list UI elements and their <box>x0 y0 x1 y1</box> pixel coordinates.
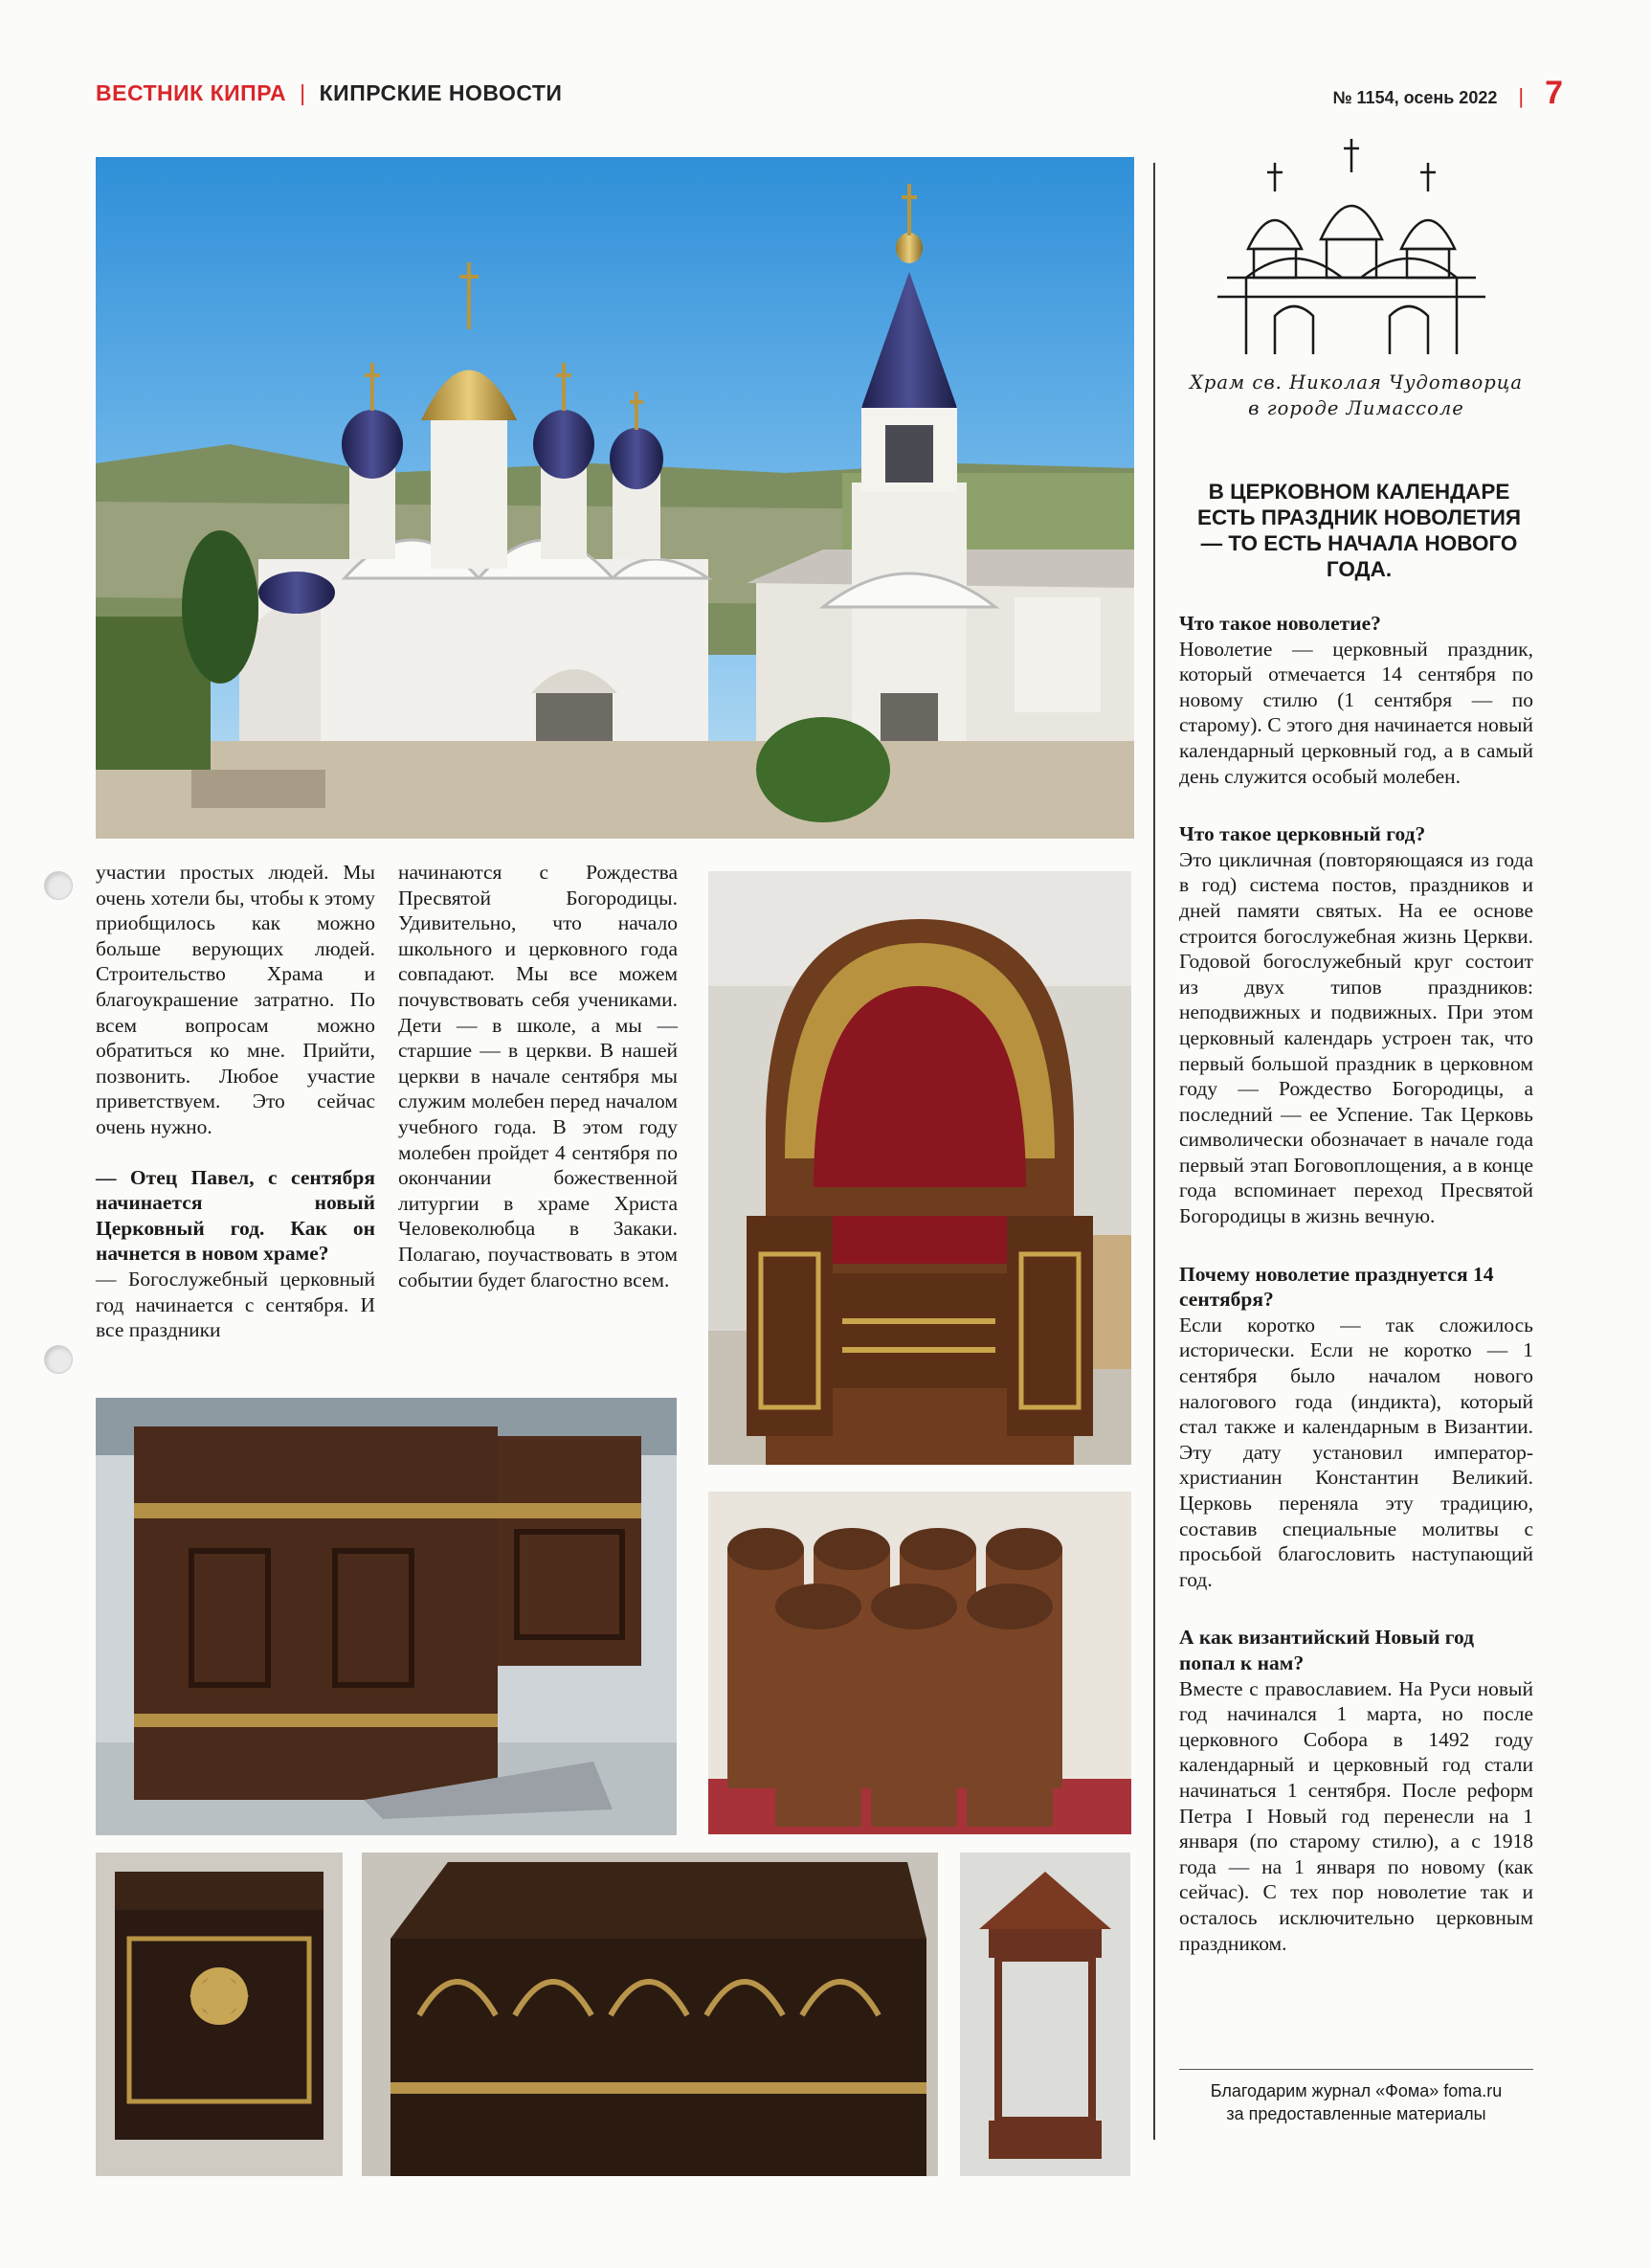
column-divider <box>1153 163 1155 2140</box>
punch-hole <box>44 871 73 900</box>
caption-line: Храм св. Николая Чудотворца <box>1190 371 1523 393</box>
issue-number: № 1154, осень 2022 <box>1332 88 1498 107</box>
masthead <box>96 80 562 106</box>
faq-answer: Если коротко — так сложилось исторически. Если не коротко — 1 сентября было началом нового налогового года (индикта), который стал также и календарным в Византии. Эту дату установил император-христианин Константин Великий. Церковь переняла эту традицию, составив специальные молитвы с просьбой благословить наступающий год. <box>1179 1313 1533 1591</box>
faq-answer: Новолетие — церковный праздник, который отмечается 14 сентября по новому стилю (1 сентября — по старому). С этого дня начинается новый календарный церковный год, а в самый день служится особый молебен. <box>1179 637 1533 788</box>
caption-line: в городе Лимассоле <box>1248 397 1464 419</box>
acknowledgement-line: Благодарим журнал «Фома» foma.ru <box>1210 2081 1503 2100</box>
cathedral-photo <box>96 157 1134 839</box>
faq-answer: Вместе с православием. На Руси новый год начинался 1 марта, но после церковного Собора в 1492 году календарный и церковный год стали начинаться 1 сентября. После реформ Петра I Новый год перенесли на 1 января (по старому стилю), а с 1918 года — на 1 января по новому (как сейчас). С тех пор новолетие так и осталось исключительно церковным праздником. <box>1179 1676 1533 1955</box>
faq-block <box>1179 611 1533 1956</box>
article-column-middle <box>398 860 678 1292</box>
punch-hole <box>44 1345 73 1374</box>
acknowledgement <box>1179 2079 1533 2125</box>
article-paragraph: — Богослужебный церковный год начинается с сентября. И все праздники <box>96 1267 375 1342</box>
carved-altar-photo <box>96 1398 677 1835</box>
masthead-separator: | <box>300 80 306 105</box>
kiot-stand-photo <box>960 1853 1130 2176</box>
sidebar-headline: В ЦЕРКОВНОМ КАЛЕНДАРЕ ЕСТЬ ПРАЗДНИК НОВОЛЕТИЯ — ТО ЕСТЬ НАЧАЛА НОВОГО ГОДА. <box>1196 480 1522 581</box>
acknowledgement-line: за предоставленные материалы <box>1226 2104 1486 2123</box>
footer-divider <box>1179 2069 1533 2070</box>
article-column-left <box>96 860 375 1343</box>
faq-question: Что такое новолетие? <box>1179 612 1381 635</box>
faq-question: Что такое церковный год? <box>1179 822 1426 846</box>
faq-answer: Это цикличная (повторяющаяся из года в год) система постов, праздников и дней памяти святых. На ее основе строится богослужебная жизнь Церкви. Годовой богослужебный круг состоит из двух типов праздников: неподвижных и подвижных. При этом церковный календарь устроен так, что первый большой праздник в церковном году — Рождество Богородицы, а последний — ее Успение. Так Церковь символически обозначает в начале года первый этап Боговоплощения, а в конце года вспоминает переход Пресвятой Богородицы в жизнь вечную. <box>1179 847 1533 1228</box>
article-paragraph: начинаются с Рождества Пресвятой Богородицы. Удивительно, что начало школьного и церковного года совпадают. Мы все можем почувствовать себя учениками. Дети — в школе, а мы — старшие — в церкви. В нашей церкви в начале сентября мы служим молебен перед началом учебного года. В этом году молебен пройдет 4 сентября по окончании божественной литургии в храме Христа Человеколюбца в Закаки. Полагаю, поучаствовать в этом событии будет благостно всем. <box>398 861 678 1291</box>
newspaper-name: ВЕСТНИК КИПРА <box>96 80 287 105</box>
issue-info <box>1332 75 1563 112</box>
carved-shrine-photo <box>362 1853 938 2176</box>
church-caption <box>1179 370 1533 421</box>
carved-chairs-photo <box>708 1492 1131 1834</box>
bishop-throne-photo <box>708 871 1131 1465</box>
church-drawing-icon <box>1208 134 1495 354</box>
faq-question: Почему новолетие празднуется 14 сентября? <box>1179 1262 1494 1312</box>
section-name: КИПРСКИЕ НОВОСТИ <box>319 80 563 105</box>
issue-separator: | <box>1518 84 1525 108</box>
faq-question: А как византийский Новый год попал к нам? <box>1179 1626 1475 1674</box>
article-paragraph: участии простых людей. Мы очень хотели бы, чтобы к этому приобщилось как можно больше верующих людей. Строительство Храма и благоукрашение затратно. По всем вопросам можно обратиться ко мне. Прийти, позвонить. Любое участие приветствуем. Это сейчас очень нужно. <box>96 861 375 1138</box>
interview-question: — Отец Павел, с сентября начинается новый Церковный год. Как он начнется в новом храме? <box>96 1165 375 1266</box>
gilded-cabinet-photo <box>96 1853 343 2176</box>
page-number: 7 <box>1545 75 1563 111</box>
